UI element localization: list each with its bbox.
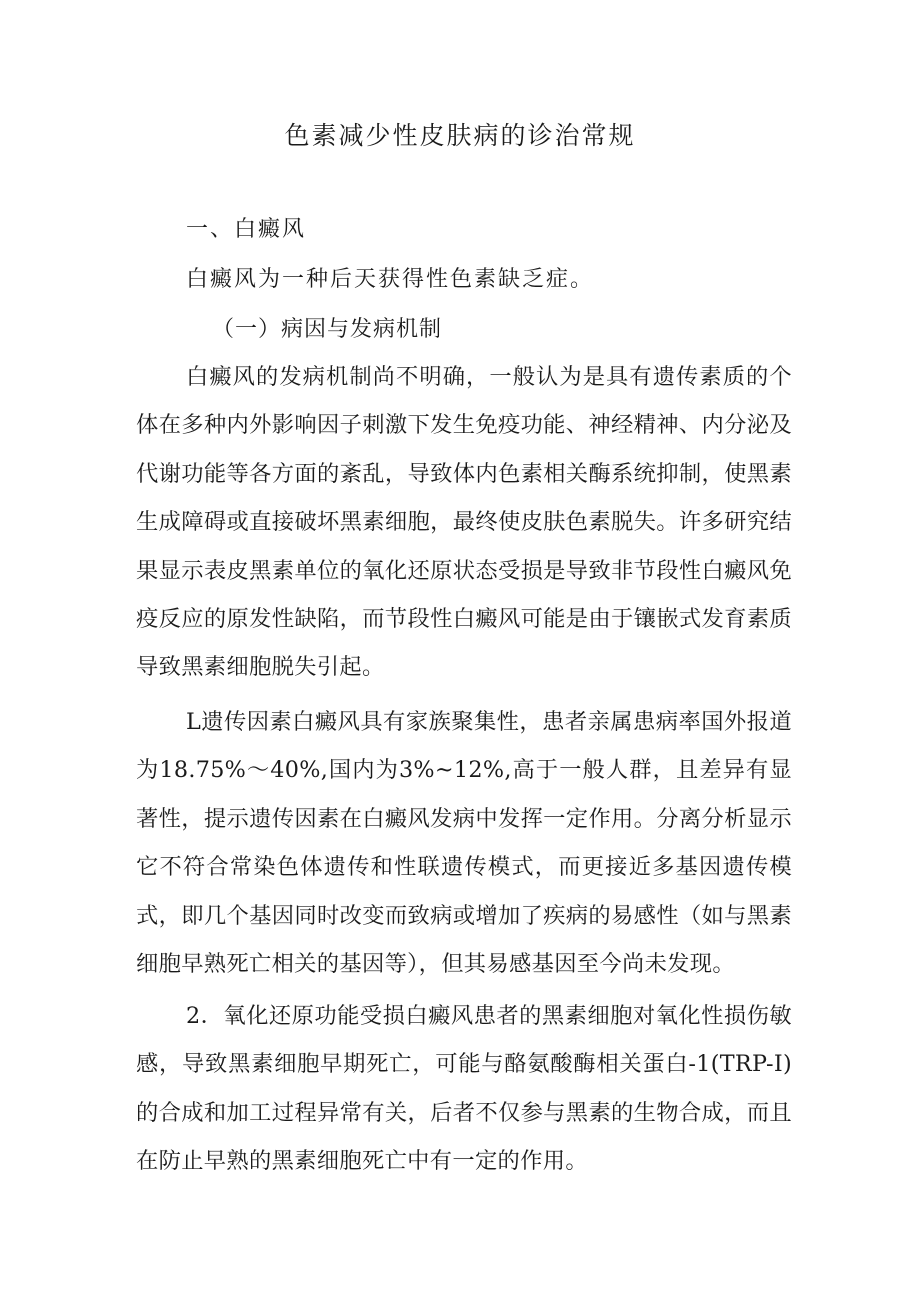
- paragraph-pathogenesis: 白癜风的发病机制尚不明确，一般认为是具有遗传素质的个体在多种内外影响因子刺激下发生免疫功能、神经精神、内分泌及代谢功能等各方面的紊乱，导致体内色素相关酶系统抑制，使黑素生成障碍或直接破坏黑素细胞，最终使皮肤色素脱失。许多研究结果显示表皮黑素单位的氧化还原状态受损是导致非节段性白癜风免疫反应的原发性缺陷，而节段性白癜风可能是由于镶嵌式发育素质导致黑素细胞脱失引起。: [136, 364, 792, 681]
- section-heading: 一、白癜风: [186, 217, 307, 242]
- paragraph-genetic-factors: L遗传因素白癜风具有家族聚集性，患者亲属患病率国外报道为18.75%～40%,国内为3%~12%,高于一般人群，且差异有显著性，提示遗传因素在白癜风发病中发挥一定作用。分离分析显示它不符合常染色体遗传和性联遗传模式，而更接近多基因遗传模式，即几个基因同时改变而致病或增加了疾病的易感性（如与黑素细胞早熟死亡相关的基因等），但其易感基因至今尚未发现。: [136, 709, 792, 978]
- paragraph-oxidative-damage: 2．氧化还原功能受损白癜风患者的黑素细胞对氧化性损伤敏感，导致黑素细胞早期死亡，可能与酪氨酸酶相关蛋白-1(TRP-I)的合成和加工过程异常有关，后者不仅参与黑素的生物合成，而且在防止早熟的黑素细胞死亡中有一定的作用。: [136, 1003, 792, 1175]
- subsection-heading: （一）病因与发病机制: [212, 317, 443, 342]
- intro-text: 白癜风为一种后天获得性色素缺乏症。: [186, 267, 595, 292]
- document-title: 色素减少性皮肤病的诊治常规: [284, 121, 636, 150]
